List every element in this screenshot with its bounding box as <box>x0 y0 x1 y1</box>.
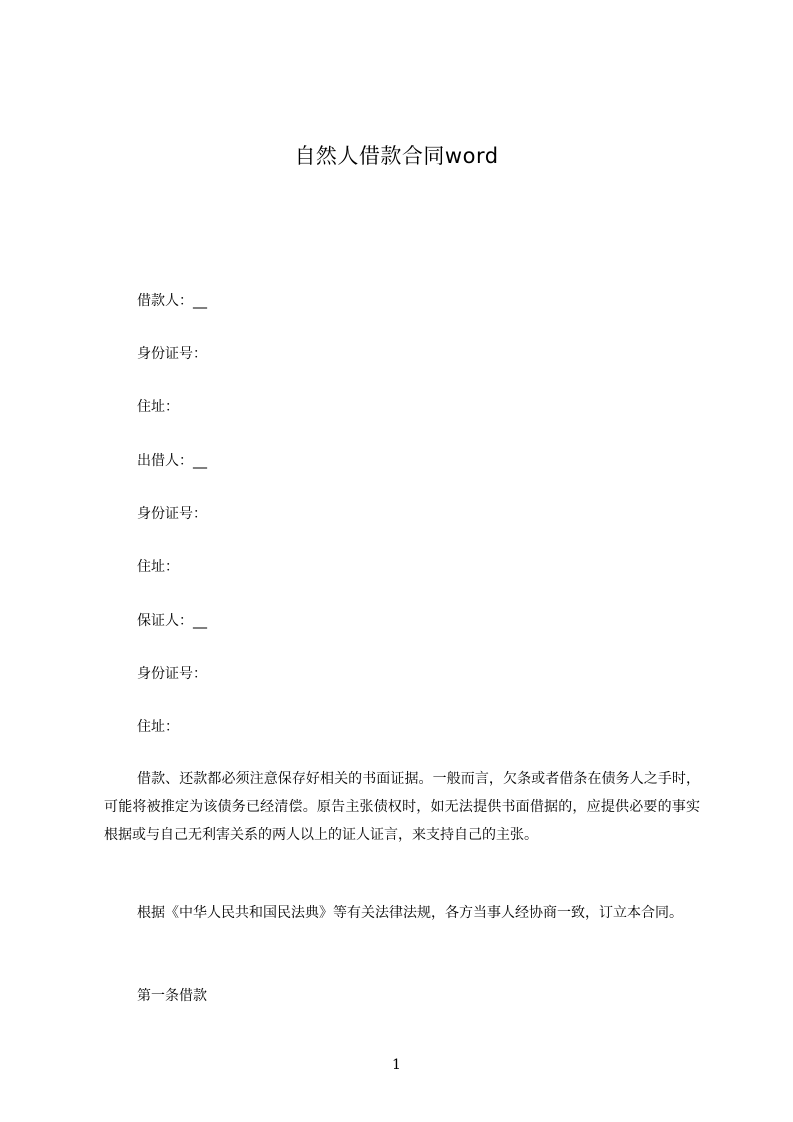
borrower-id-label: 身份证号： <box>137 346 207 362</box>
legal-basis-paragraph: 根据《中华人民共和国民法典》等有关法律法规，各方当事人经协商一致，订立本合同。 <box>137 905 683 921</box>
lender-address-label: 住址： <box>137 559 179 575</box>
guarantor-address-label: 住址： <box>137 719 179 735</box>
evidence-notice-paragraph: 借款、还款都必须注意保存好相关的书面证据。一般而言，欠条或者借条在债务人之手时，可能将被推定为该债务已经清偿。原告主张债权时，如无法提供书面借据的，应提供必要的事实根据或与自己无利害关系的两人以上的证人证言，来支持自己的主张。 <box>104 771 700 843</box>
section-heading: 第一条借款 <box>137 988 207 1004</box>
borrower-address-label: 住址： <box>137 399 179 415</box>
lender-id-label: 身份证号： <box>137 506 207 522</box>
lender-label: 出借人：__ <box>137 453 207 469</box>
document-title: 自然人借款合同word <box>294 144 499 168</box>
guarantor-id-label: 身份证号： <box>137 666 207 682</box>
borrower-label: 借款人：__ <box>137 293 207 309</box>
guarantor-label: 保证人：__ <box>137 613 207 629</box>
page-number: 1 <box>392 1057 401 1073</box>
